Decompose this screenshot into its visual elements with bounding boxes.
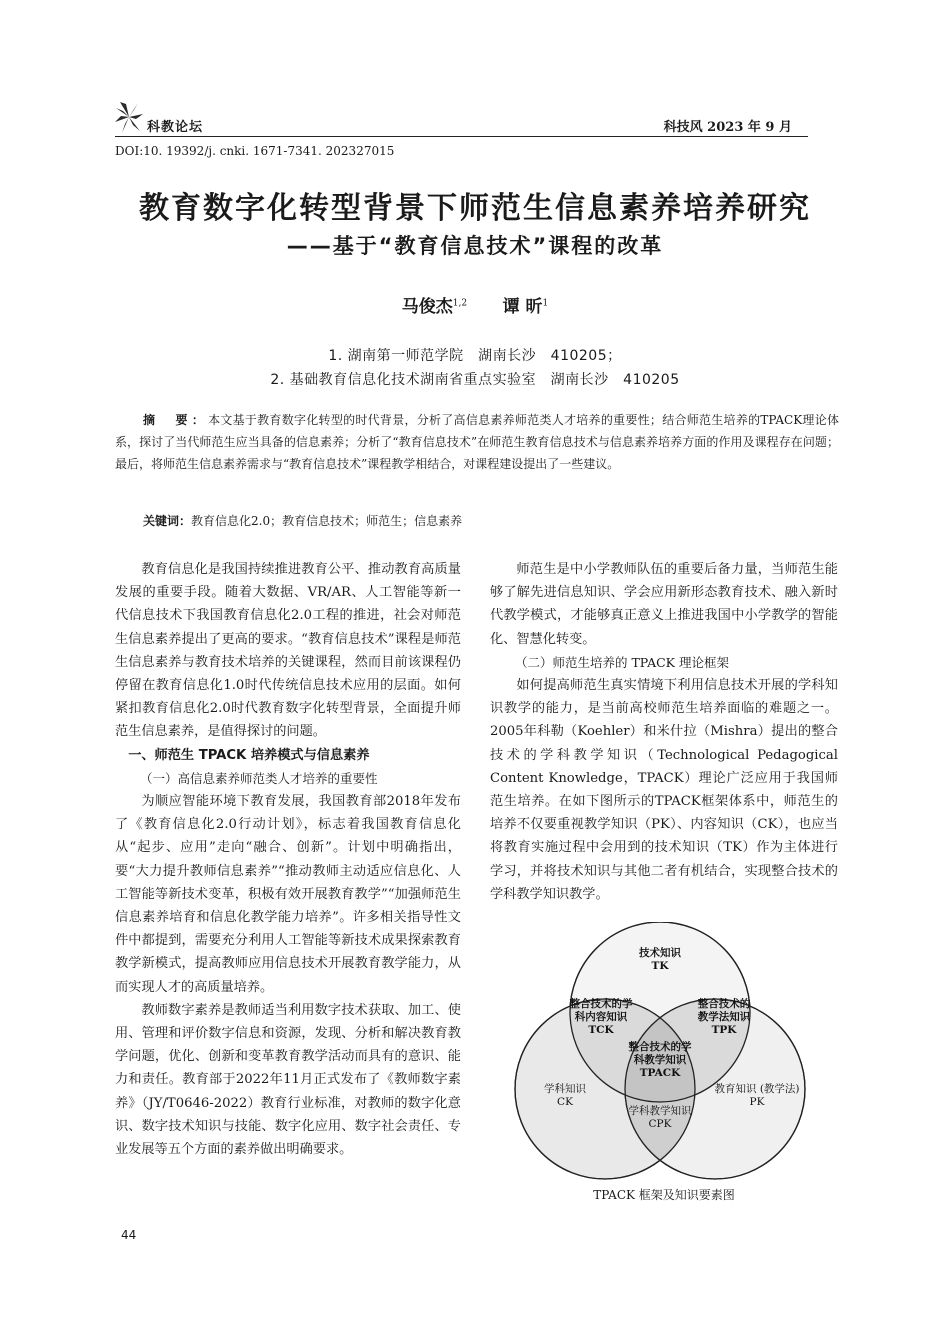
tck-label: 整合技术的学 <box>569 998 633 1010</box>
tk-code: TK <box>651 960 669 972</box>
affiliation: 2. 基础教育信息化技术湖南省重点实验室 湖南长沙 410205 <box>270 372 680 388</box>
keywords-text: 教育信息化2.0；教育信息技术；师范生；信息素养 <box>191 514 463 528</box>
journal-logo-icon <box>114 100 144 134</box>
tpk-label: 整合技术的 <box>697 998 751 1010</box>
keywords <box>143 512 462 529</box>
tpk-label: 教学法知识 <box>697 1011 751 1023</box>
paper-title: 教育数字化转型背景下师范生信息素养培养研究 <box>139 191 811 226</box>
subsection-heading: （二）师范生培养的 TPACK 理论框架 <box>515 654 729 670</box>
ck-label: 学科知识 <box>544 1083 586 1095</box>
body-paragraph: 教育信息化是我国持续推进教育公平、推动教育高质量发展的重要手段。随着大数据、VR/AR、人工智能等新一代信息技术下我国教育信息化2.0工程的推进，社会对师范生信息素养提出了更高的要求。“教育信息技术”课程是师范生信息素养与教育技术培养的关键课程，然而目前该课程仍停留在教育信息化1.0时代传统信息技术应用的层面。如何紧扣教育信息化2.0时代教育数字化转型背景，全面提升师范生信息素养，是值得探讨的问题。 <box>115 562 461 740</box>
cpk-label: 学科教学知识 <box>628 1105 692 1117</box>
author-affiliation-mark: 1 <box>542 298 549 309</box>
keywords-label: 关键词： <box>143 514 192 528</box>
header-divider <box>115 136 808 137</box>
tpack-venn-diagram <box>505 922 815 1180</box>
tck-code: TCK <box>588 1024 614 1036</box>
body-paragraph: 教师数字素养是教师适当利用数字技术获取、加工、使用、管理和评价数字信息和资源，发现、分析和解决教育教学问题，优化、创新和变革教育教学活动而具有的意识、能力和责任。教育部于2022年11月正式发布了《教师数字素养》（JY/T0646-2022）教育行业标准，对教师的数字化意识、数字技术知识与技能、数字化应用、数字社会责任、专业发展等五个方面的素养做出明确要求。 <box>115 1002 461 1158</box>
doi: DOI:10. 19392/j. cnki. 1671-7341. 202327015 <box>115 144 395 158</box>
pk-code: PK <box>749 1096 765 1108</box>
tpk-code: TPK <box>711 1024 737 1036</box>
abstract-text: 本文基于教育数字化转型的时代背景，分析了高信息素养师范类人才培养的重要性；结合师范生培养的TPACK理论体系，探讨了当代师范生应当具备的信息素养；分析了“教育信息技术”在师范生教育信息技术与信息素养培养方面的作用及课程存在问题；最后，将师范生信息素养需求与“教育信息技术”课程教学相结合，对课程建设提出了一些建议。 <box>115 413 839 471</box>
body-paragraph: 师范生是中小学教师队伍的重要后备力量，当师范生能够了解先进信息知识、学会应用新形态教育技术、融入新时代教学模式，才能够真正意义上推进我国中小学教学的智能化、智慧化转变。 <box>490 562 838 647</box>
page-number: 44 <box>121 1228 137 1242</box>
tk-label: 技术知识 <box>639 947 681 959</box>
paper-subtitle: ——基于“教育信息技术”课程的改革 <box>286 234 664 258</box>
pk-label: 教育知识 (教学法) <box>714 1083 800 1095</box>
tpack-label: 科教学知识 <box>633 1054 687 1066</box>
ck-code: CK <box>557 1096 573 1108</box>
subsection-heading: （一）高信息素养师范类人才培养的重要性 <box>140 770 378 786</box>
body-paragraph: 为顺应智能环境下教育发展，我国教育部2018年发布了《教育信息化2.0行动计划》，标志着我国教育信息化从“起步、应用”走向“融合、创新”。计划中明确指出，要“大力提升教师信息素养”“推动教师主动适应信息化、人工智能等新技术变革，积极有效开展教育教学”“加强师范生信息素养培育和信息化教学能力培养”。许多相关指导性文件中都提到，需要充分利用人工智能等新技术成果探索教育教学新模式，提高教师应用信息技术开展教育教学能力，从而实现人才的高质量培养。 <box>115 794 461 995</box>
section-heading: 一、师范生 TPACK 培养模式与信息素养 <box>128 747 370 763</box>
left-column <box>115 558 461 1161</box>
right-column <box>490 558 838 906</box>
tck-label: 科内容知识 <box>574 1011 628 1023</box>
journal-issue: 科技风 2023 年 9 月 <box>663 120 792 135</box>
affiliation: 1. 湖南第一师范学院 湖南长沙 410205； <box>328 348 622 364</box>
author-list <box>0 292 950 317</box>
tpack-label: 整合技术的学 <box>628 1041 692 1053</box>
abstract <box>115 409 839 475</box>
journal-section-name: 科教论坛 <box>147 120 204 135</box>
body-paragraph: 如何提高师范生真实情境下利用信息技术开展的学科知识教学的能力，是当前高校师范生培养面临的难题之一。2005年科勒（Koehler）和米什拉（Mishra）提出的整合技术的学科教学知识（Technological Pedagogical Content Knowledge，TPACK）理论广泛应用于我国师范生培养。在如下图所示的TPACK框架体系中，师范生的培养不仅要重视教学知识（PK）、内容知识（CK），也应当将教育实施过程中会用到的技术知识（TK）作为主体进行学习，并将技术知识与其他二者有机结合，实现整合技术的学科教学知识教学。 <box>490 678 838 902</box>
figure-caption: TPACK 框架及知识要素图 <box>593 1188 735 1202</box>
abstract-label: 摘 要： <box>143 413 209 427</box>
tpack-code: TPACK <box>639 1067 681 1079</box>
author-name: 马俊杰 <box>401 297 453 317</box>
author-name: 谭 昕 <box>502 297 543 317</box>
author-affiliation-mark: 1,2 <box>452 298 468 309</box>
cpk-code: CPK <box>648 1118 672 1130</box>
